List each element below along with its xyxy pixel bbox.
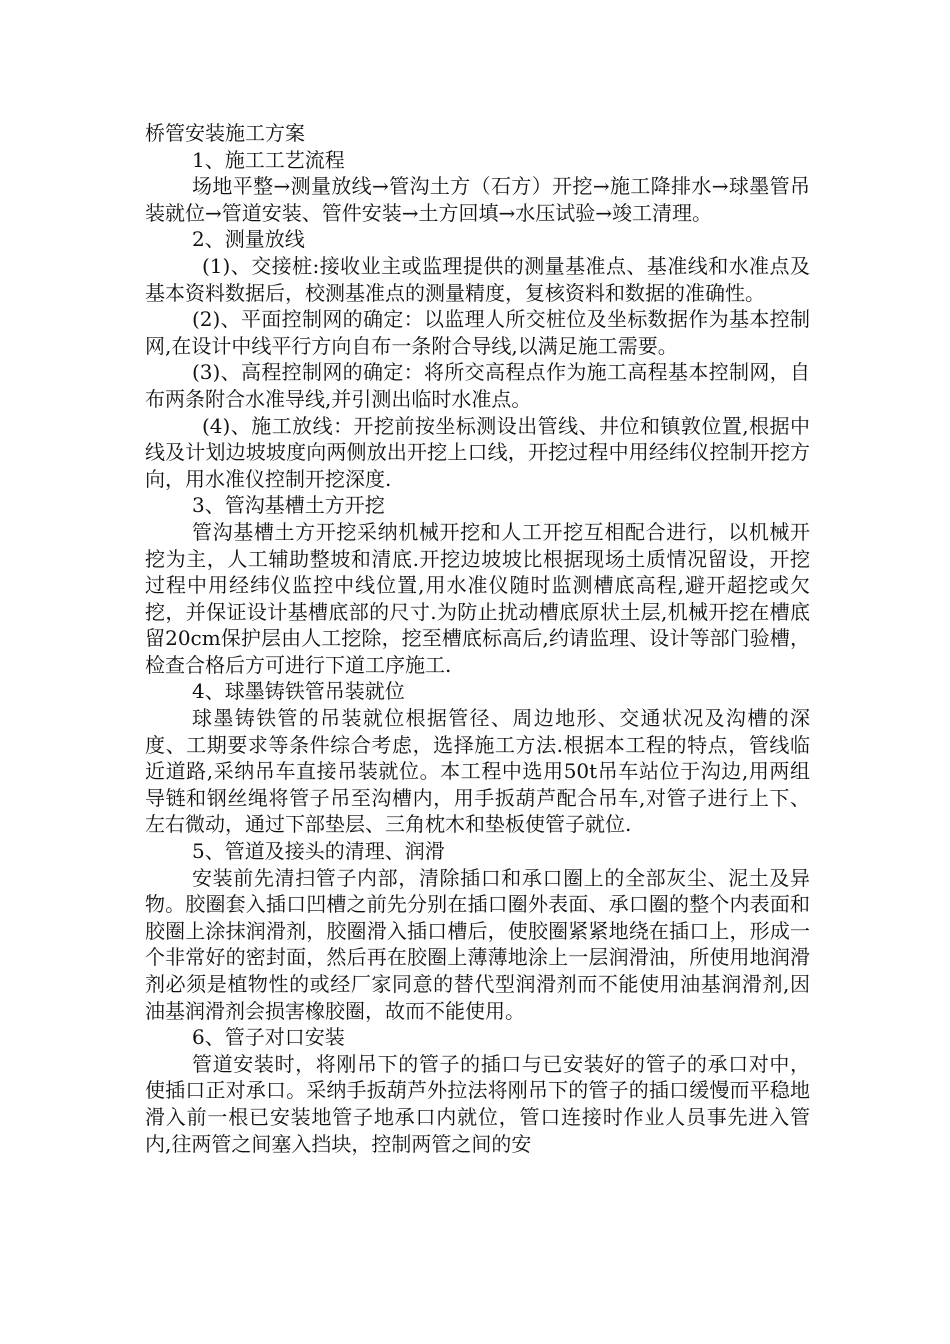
paragraph: 场地平整→测量放线→管沟土方（石方）开挖→施工降排水→球墨管吊装就位→管道安装、管件安装→土方回填→水压试验→竣工清理。 [145, 174, 810, 225]
section-heading: 3、管沟基槽土方开挖 [192, 493, 385, 518]
paragraph: 管沟基槽土方开挖采纳机械开挖和人工开挖互相配合进行，以机械开挖为主，人工辅助整坡和清底.开挖边坡坡比根据现场土质情况留设，开挖过程中用经纬仪监控中线位置,用水准仪随时监测槽底高程,避开超挖或欠挖，并保证设计基槽底部的尺寸.为防止扰动槽底原状土层,机械开挖在槽底留20cm保护层由人工挖除，挖至槽底标高后,约请监理、设计等部门验槽，检查合格后方可进行下道工序施工. [145, 519, 810, 677]
document-title: 桥管安装施工方案 [145, 121, 305, 145]
paragraph: (1)、交接桩:接收业主或监理提供的测量基准点、基准线和水准点及基本资料数据后，校测基准点的测量精度，复核资料和数据的准确性。 [145, 253, 810, 305]
section-heading: 5、管道及接头的清理、润滑 [192, 839, 445, 864]
section-heading: 6、管子对口安装 [192, 1025, 345, 1050]
section-heading: 4、球墨铸铁管吊装就位 [192, 679, 405, 704]
document-blocks [145, 147, 810, 1158]
paragraph: 安装前先清扫管子内部，清除插口和承口圈上的全部灰尘、泥土及异物。胶圈套入插口凹槽之前先分别在插口圈外表面、承口圈的整个内表面和胶圈上涂抹润滑剂，胶圈滑入插口槽后，使胶圈紧紧地绕在插口上，形成一个非常好的密封面，然后再在胶圈上薄薄地涂上一层润滑油，所使用地润滑剂必须是植物性的或经厂家同意的替代型润滑剂而不能使用油基润滑剂,因油基润滑剂会损害橡胶圈，故而不能使用。 [145, 865, 810, 1023]
section-heading: 2、测量放线 [192, 227, 305, 252]
paragraph: (4)、施工放线：开挖前按坐标测设出管线、井位和镇敦位置,根据中线及计划边坡坡度向两侧放出开挖上口线，开挖过程中用经纬仪控制开挖方向，用水准仪控制开挖深度. [145, 413, 810, 491]
section-heading: 1、施工工艺流程 [192, 147, 345, 172]
document-body [145, 120, 810, 1157]
paragraph: (3)、高程控制网的确定：将所交高程点作为施工高程基本控制网，自布两条附合水准导线,并引测出临时水准点。 [145, 360, 810, 411]
paragraph: 球墨铸铁管的吊装就位根据管径、周边地形、交通状况及沟槽的深度、工期要求等条件综合考虑，选择施工方法.根据本工程的特点，管线临近道路,采纳吊车直接吊装就位。本工程中选用50t吊车站位于沟边,用两组导链和钢丝绳将管子吊至沟槽内，用手扳葫芦配合吊车,对管子进行上下、左右微动，通过下部垫层、三角枕木和垫板使管子就位. [145, 706, 810, 837]
paragraph: (2)、平面控制网的确定：以监理人所交桩位及坐标数据作为基本控制网,在设计中线平行方向自布一条附合导线,以满足施工需要。 [145, 307, 810, 358]
paragraph: 管道安装时，将刚吊下的管子的插口与已安装好的管子的承口对中，使插口正对承口。采纳手扳葫芦外拉法将刚吊下的管子的插口缓慢而平稳地滑入前一根已安装地管子地承口内就位，管口连接时作业人员事先进入管内,往两管之间塞入挡块，控制两管之间的安 [145, 1051, 810, 1156]
